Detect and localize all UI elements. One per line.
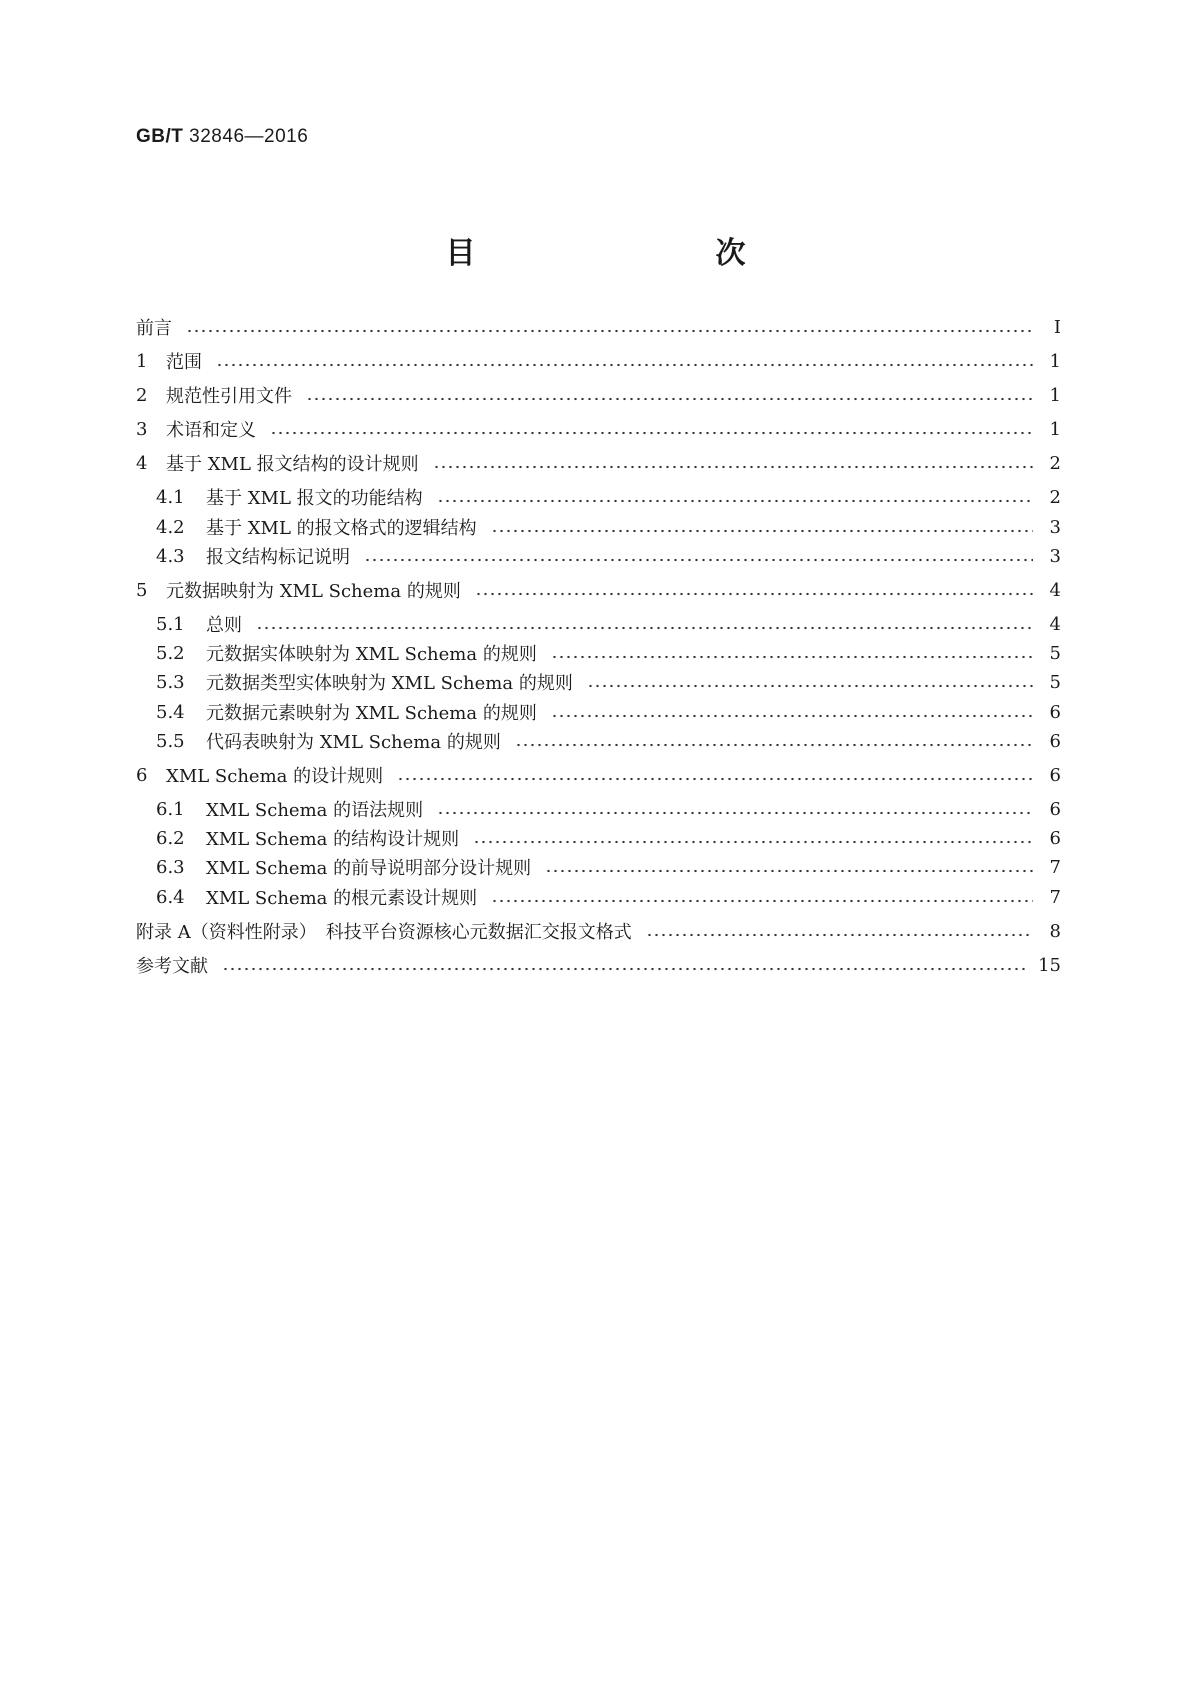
toc-entry[interactable] [136,314,1061,340]
toc-entry-page: 5 [1049,671,1061,693]
toc-entry-page: 15 [1038,954,1061,976]
toc-entry-title: XML Schema 的设计规则 [166,766,384,787]
toc-entry-page: 2 [1049,452,1061,474]
toc-entry-page: 8 [1049,920,1061,942]
toc-entry-page: 7 [1049,856,1061,878]
toc-entry-title: 元数据实体映射为 XML Schema 的规则 [206,644,537,665]
toc-entry-number: 6.4 [156,886,185,908]
toc-leader-dots [222,967,1026,971]
toc-entry-page: 5 [1049,642,1061,664]
toc-entry-title: 元数据映射为 XML Schema 的规则 [166,581,461,602]
toc-entry[interactable] [136,640,1061,666]
toc-leader-dots [186,329,1033,333]
toc-entry[interactable] [136,450,1061,476]
toc-entry-title: 元数据类型实体映射为 XML Schema 的规则 [206,673,573,694]
toc-entry-title: XML Schema 的语法规则 [206,800,424,821]
toc-leader-dots [397,777,1033,781]
toc-entry-number: 5.2 [156,642,185,664]
toc-leader-dots [473,840,1033,844]
toc-leader-dots [551,655,1033,659]
toc-leader-dots [515,743,1033,747]
toc-entry-page: 6 [1049,701,1061,723]
toc-entry-title: XML Schema 的根元素设计规则 [206,888,478,909]
toc-entry[interactable] [136,611,1061,637]
toc-entry[interactable] [136,669,1061,695]
toc-leader-dots [306,397,1033,401]
toc-entry-number: 2 [136,384,148,406]
toc-leader-dots [551,714,1033,718]
toc-entry-page: 6 [1049,730,1061,752]
toc-entry[interactable] [136,796,1061,822]
toc-entry-title: XML Schema 的前导说明部分设计规则 [206,858,532,879]
toc-leader-dots [491,899,1033,903]
toc-entry-number: 6.2 [156,827,185,849]
toc-leader-dots [364,558,1033,562]
toc-entry-title: 范围 [166,352,202,373]
toc-entry-number: 6.1 [156,798,185,820]
toc-entry[interactable] [136,728,1061,754]
toc-entry-title: 总则 [206,615,242,636]
standard-code-prefix: GB/T [136,126,184,147]
toc-entry[interactable] [136,825,1061,851]
toc-leader-dots [475,592,1033,596]
toc-entry-number: 6 [136,764,148,786]
toc-leader-dots [216,363,1033,367]
toc-entry-title: 规范性引用文件 [166,386,292,407]
toc-title: 目 次 [445,236,806,271]
toc-entry-title: 基于 XML 报文结构的设计规则 [166,454,419,475]
toc-entry-title: 报文结构标记说明 [206,547,350,568]
toc-entry-number: 5.5 [156,730,185,752]
toc-entry-title: 基于 XML 的报文格式的逻辑结构 [206,518,477,539]
toc-entry-number: 6.3 [156,856,185,878]
toc-leader-dots [545,869,1033,873]
toc-leader-dots [587,684,1033,688]
toc-entry[interactable] [136,884,1061,910]
toc-entry-page: 1 [1049,418,1061,440]
toc-entry-title: 基于 XML 报文的功能结构 [206,488,423,509]
toc-entry[interactable] [136,514,1061,540]
toc-entry-page: Ⅰ [1053,316,1061,338]
toc-entry-number: 5.1 [156,613,185,635]
toc-leader-dots [437,811,1033,815]
toc-entry[interactable] [136,484,1061,510]
toc-entry-page: 7 [1049,886,1061,908]
toc-entry-number: 5 [136,579,148,601]
toc-entry[interactable] [136,416,1061,442]
toc-entry-number: 4.3 [156,545,185,567]
toc-entry-title: 术语和定义 [166,420,256,441]
toc-entry-page: 6 [1049,764,1061,786]
toc-entry-page: 6 [1049,827,1061,849]
toc-entry-title: 附录 A（资料性附录） 科技平台资源核心元数据汇交报文格式 [136,922,632,943]
toc-entry-page: 1 [1049,350,1061,372]
toc-leader-dots [433,465,1033,469]
toc-entry[interactable] [136,952,1061,978]
toc-entry-title: 代码表映射为 XML Schema 的规则 [206,732,501,753]
toc-entry[interactable] [136,699,1061,725]
toc-entry-number: 5.4 [156,701,185,723]
toc-leader-dots [437,499,1033,503]
toc-entry-number: 4.2 [156,516,185,538]
standard-code-number: 32846—2016 [189,126,309,147]
toc-entry-title: 前言 [136,318,172,339]
toc-entry-page: 2 [1049,486,1061,508]
toc-entry[interactable] [136,577,1061,603]
toc-entry-page: 3 [1049,545,1061,567]
toc-entry[interactable] [136,918,1061,944]
standard-code [136,126,308,148]
toc-leader-dots [491,529,1033,533]
toc-entry-title: 参考文献 [136,956,208,977]
toc-entry[interactable] [136,854,1061,880]
toc-leader-dots [270,431,1033,435]
toc-entry-number: 3 [136,418,148,440]
toc-entry-page: 4 [1049,579,1061,601]
toc-entry-page: 4 [1049,613,1061,635]
toc-entry-page: 1 [1049,384,1061,406]
toc-entry[interactable] [136,762,1061,788]
toc-entry-page: 6 [1049,798,1061,820]
toc-entry-title: 元数据元素映射为 XML Schema 的规则 [206,703,537,724]
toc-entry-title: XML Schema 的结构设计规则 [206,829,460,850]
toc-leader-dots [256,626,1033,630]
toc-entry-page: 3 [1049,516,1061,538]
toc-entry-number: 5.3 [156,671,185,693]
toc-entry-number: 4.1 [156,486,185,508]
toc-entry[interactable] [136,543,1061,569]
toc-entry-number: 4 [136,452,148,474]
toc-entry-number: 1 [136,350,148,372]
toc-entry[interactable] [136,348,1061,374]
toc-leader-dots [646,933,1033,937]
toc-entry[interactable] [136,382,1061,408]
